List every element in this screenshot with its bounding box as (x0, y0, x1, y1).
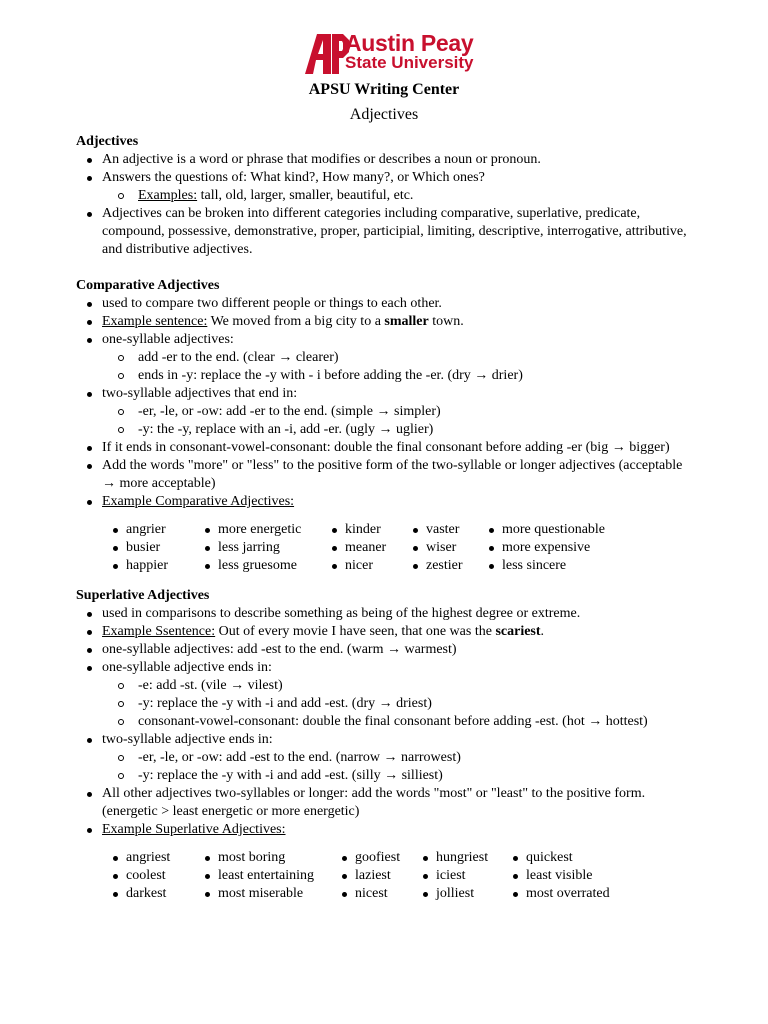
example-word: iciest (420, 867, 488, 885)
example-column (110, 849, 170, 903)
page-title: APSU Writing Center (308, 81, 460, 98)
list-item (76, 641, 696, 659)
example-word: meaner (329, 539, 386, 557)
list-item-text: one-syllable adjective ends in: (102, 660, 272, 675)
example-word: nicer (329, 557, 386, 575)
sub-list-item (102, 187, 696, 205)
example-word: least visible (510, 867, 610, 885)
comparative-list (76, 295, 696, 511)
example-column (410, 521, 463, 575)
list-item (76, 205, 696, 259)
list-item-text: If it ends in consonant-vowel-consonant: double the final consonant before adding -er (big → bigger) (102, 440, 670, 455)
example-column (329, 521, 386, 575)
sub-list (102, 403, 696, 439)
sub-list-item: ends in -y: replace the -y with - i before adding the -er. (dry → drier) (102, 367, 696, 385)
list-item-text: Answers the questions of: What kind?, How many?, or Which ones? (102, 170, 485, 185)
example-word: most boring (202, 849, 314, 867)
example-word: more energetic (202, 521, 301, 539)
list-item-text: All other adjectives two-syllables or longer: add the words "most" or "least" to the positive form. (energetic > least energetic or more energetic) (102, 786, 646, 819)
highlighted-word: scariest (495, 624, 541, 639)
list-item-text: two-syllable adjective ends in: (102, 732, 273, 747)
example-word: laziest (339, 867, 400, 885)
list-item-text: one-syllable adjectives: (102, 332, 234, 347)
sub-list-item: consonant-vowel-consonant: double the final consonant before adding -est. (hot → hottest) (102, 713, 696, 731)
list-item (76, 623, 696, 641)
section-heading-comparative: Comparative Adjectives (76, 278, 220, 293)
list-item (76, 169, 696, 205)
example-label: Example sentence: (102, 314, 208, 329)
example-column (510, 849, 610, 903)
sub-list-item: -er, -le, or -ow: add -er to the end. (simple → simpler) (102, 403, 696, 421)
example-word: vaster (410, 521, 463, 539)
logo-line-1: Austin Peay (345, 30, 474, 56)
apsu-logo (303, 30, 473, 76)
example-word: angrier (110, 521, 168, 539)
example-word: coolest (110, 867, 170, 885)
comparative-examples-grid (76, 519, 696, 575)
examples-label: Examples: (138, 188, 198, 203)
example-word: more expensive (486, 539, 605, 557)
example-word: busier (110, 539, 168, 557)
document-body (76, 133, 696, 903)
example-word: less gruesome (202, 557, 301, 575)
example-label: Example Ssentence: (102, 624, 216, 639)
list-item-text: tall, old, larger, smaller, beautiful, etc. (197, 188, 414, 203)
examples-label: Example Superlative Adjectives: (102, 822, 286, 837)
sub-list-item: add -er to the end. (clear → clearer) (102, 349, 696, 367)
list-item (76, 659, 696, 731)
list-item (76, 493, 696, 511)
sub-list-item: -er, -le, or -ow: add -est to the end. (narrow → narrowest) (102, 749, 696, 767)
list-item-text: Add the words "more" or "less" to the positive form of the two-syllable or longer adjectives (acceptable → more acceptable) (102, 458, 683, 491)
example-column (202, 521, 301, 575)
sub-list (102, 677, 696, 731)
list-item (76, 785, 696, 821)
example-column (420, 849, 488, 903)
list-item-text: used in comparisons to describe something as being of the highest degree or extreme. (102, 606, 581, 621)
list-item-text: An adjective is a word or phrase that modifies or describes a noun or pronoun. (102, 152, 541, 167)
superlative-examples-grid (76, 847, 696, 903)
list-item (76, 295, 696, 313)
list-item-text: We moved from a big city to a (207, 314, 385, 329)
example-word: least entertaining (202, 867, 314, 885)
list-item (76, 457, 696, 493)
example-word: wiser (410, 539, 463, 557)
example-word: most miserable (202, 885, 314, 903)
example-word: happier (110, 557, 168, 575)
list-item-text: town. (428, 314, 464, 329)
example-word: angriest (110, 849, 170, 867)
sub-list-item: -e: add -st. (vile → vilest) (102, 677, 696, 695)
superlative-list (76, 605, 696, 839)
example-word: more questionable (486, 521, 605, 539)
section-heading-adjectives: Adjectives (76, 134, 139, 149)
example-word: hungriest (420, 849, 488, 867)
list-item (76, 605, 696, 623)
list-item (76, 151, 696, 169)
example-column (110, 521, 168, 575)
list-item-text: . (540, 624, 545, 639)
example-word: zestier (410, 557, 463, 575)
list-item-text: one-syllable adjectives: add -est to the end. (warm → warmest) (102, 642, 457, 657)
sub-list-item: -y: the -y, replace with an -i, add -er. (ugly → uglier) (102, 421, 696, 439)
list-item-text: two-syllable adjectives that end in: (102, 386, 298, 401)
example-column (202, 849, 314, 903)
examples-label: Example Comparative Adjectives: (102, 494, 295, 509)
example-column (486, 521, 605, 575)
example-word: quickest (510, 849, 610, 867)
list-item-text: used to compare two different people or things to each other. (102, 296, 442, 311)
page-subtitle: Adjectives (349, 106, 419, 123)
list-item (76, 385, 696, 439)
sub-list-item: -y: replace the -y with -i and add -est. (silly → silliest) (102, 767, 696, 785)
adjectives-list (76, 151, 696, 259)
example-word: most overrated (510, 885, 610, 903)
example-word: less sincere (486, 557, 605, 575)
example-word: nicest (339, 885, 400, 903)
list-item (76, 439, 696, 457)
section-heading-superlative: Superlative Adjectives (76, 588, 210, 603)
list-item (76, 731, 696, 785)
example-word: darkest (110, 885, 170, 903)
example-column (339, 849, 400, 903)
list-item (76, 821, 696, 839)
example-word: kinder (329, 521, 386, 539)
sub-list (102, 749, 696, 785)
highlighted-word: smaller (384, 314, 429, 329)
list-item (76, 331, 696, 385)
list-item-text: Out of every movie I have seen, that one was the (215, 624, 496, 639)
example-word: goofiest (339, 849, 400, 867)
apsu-logo-mark-icon (303, 30, 351, 76)
sub-list-item: -y: replace the -y with -i and add -est. (dry → driest) (102, 695, 696, 713)
sub-list (102, 187, 696, 205)
example-word: jolliest (420, 885, 488, 903)
logo-line-2: State University (345, 53, 474, 72)
example-word: less jarring (202, 539, 301, 557)
sub-list (102, 349, 696, 385)
list-item (76, 313, 696, 331)
list-item-text: Adjectives can be broken into different categories including comparative, superlative, predicate, compound, possessive, demonstrative, proper, participial, limiting, descriptive, interrogative, attributive, and distributive adjectives. (102, 206, 687, 257)
